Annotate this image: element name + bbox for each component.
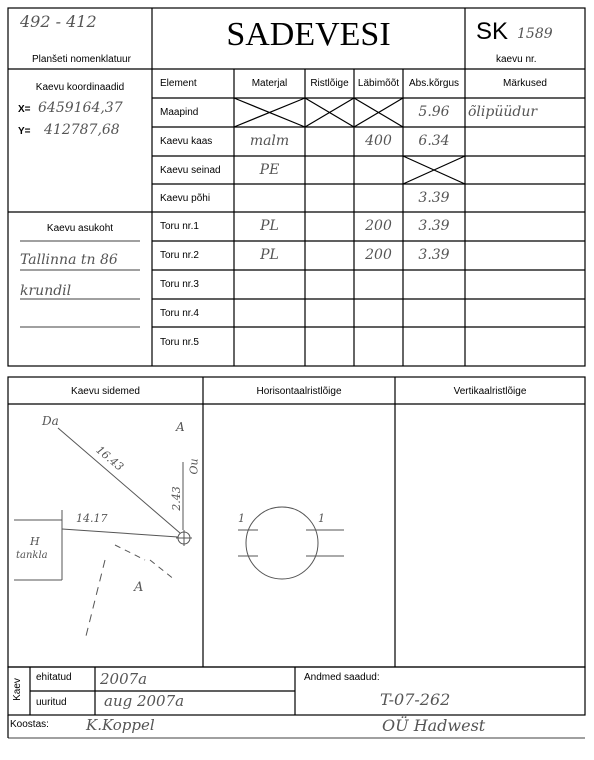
row-element: Maapind (160, 107, 199, 118)
mark-building-name: tanklа (16, 550, 48, 561)
company-value: OÜ Hadwest (382, 716, 486, 735)
col-diameter: Läbimõõt (357, 78, 400, 89)
mark-pipe-1: 1 (238, 512, 245, 525)
row-material: PL (260, 247, 279, 263)
mark-da: Da (42, 414, 59, 428)
mark-building: H (30, 535, 40, 548)
row-diameter: 200 (365, 247, 392, 263)
col-cross: Ristlõige (310, 78, 349, 89)
row-element: Toru nr.4 (160, 308, 199, 319)
x-label: X= (18, 104, 31, 115)
nomenclature-label: Planšeti nomenklatuur (32, 54, 131, 65)
x-value: 6459164,37 (38, 100, 123, 116)
col-element: Element (160, 78, 197, 89)
row-element: Kaevu põhi (160, 193, 211, 204)
col-abs: Abs.kõrgus (408, 78, 460, 89)
row-abs: 3.39 (418, 190, 450, 206)
mark-distance-2: 2.43 (169, 486, 183, 511)
row-abs: 6.34 (418, 133, 450, 149)
y-value: 412787,68 (44, 122, 120, 138)
row-element: Toru nr.1 (160, 221, 199, 232)
row-abs: 3.39 (418, 247, 450, 263)
connections-label: Kaevu sidemed (71, 386, 140, 397)
compiled-label: Koostas: (10, 719, 49, 730)
location-line-2: krundil (20, 283, 72, 299)
location-label: Kaevu asukoht (46, 223, 114, 234)
horizontal-label: Horisontaalristlõige (256, 386, 342, 397)
row-material: malm (249, 133, 290, 149)
coords-label: Kaevu koordinaadid (35, 82, 125, 93)
well-nr-label: kaevu nr. (496, 54, 537, 65)
kaev-label: Kaev (11, 678, 23, 701)
mark-pipe-2: 1 (318, 512, 325, 525)
row-abs: 3.39 (418, 218, 450, 234)
row-element: Toru nr.5 (160, 337, 199, 348)
nomenclature-value: 492 - 412 (20, 12, 97, 31)
built-label: ehitatud (36, 672, 72, 683)
row-element: Toru nr.2 (160, 250, 199, 261)
row-element: Kaevu kaas (160, 136, 213, 147)
row-diameter: 200 (365, 218, 392, 234)
row-abs: 5.96 (418, 104, 450, 120)
vertical-label: Vertikaalristlõige (453, 386, 527, 397)
compiled-value: K.Koppel (86, 716, 155, 734)
col-notes: Märkused (503, 78, 547, 89)
col-material: Materjal (251, 78, 288, 89)
row-diameter: 400 (365, 133, 392, 149)
row-element: Toru nr.3 (160, 279, 199, 290)
data-source-label: Andmed saadud: (304, 672, 380, 683)
surveyed-label: uuritud (36, 697, 67, 708)
row-material: PL (260, 218, 279, 234)
row-material: PE (259, 162, 280, 178)
row-element: Kaevu seinad (160, 165, 221, 176)
surveyed-value: aug 2007a (104, 692, 185, 710)
mark-distance-16: 16.43 (93, 443, 126, 474)
data-source-value: T-07-262 (380, 690, 451, 709)
row-notes: õlipüüdur (468, 104, 538, 120)
mark-a-bottom: A (134, 580, 144, 595)
well-prefix: SK (476, 18, 509, 45)
well-number: 1589 (517, 26, 553, 42)
mark-distance-14: 14.17 (76, 512, 108, 525)
mark-ou: Ou (187, 458, 201, 475)
y-label: Y= (18, 126, 31, 137)
mark-a-top: A (176, 420, 185, 434)
built-value: 2007a (100, 670, 148, 688)
form-title: SADEVESI (226, 16, 391, 53)
location-line-1: Tallinna tn 86 (20, 252, 118, 268)
